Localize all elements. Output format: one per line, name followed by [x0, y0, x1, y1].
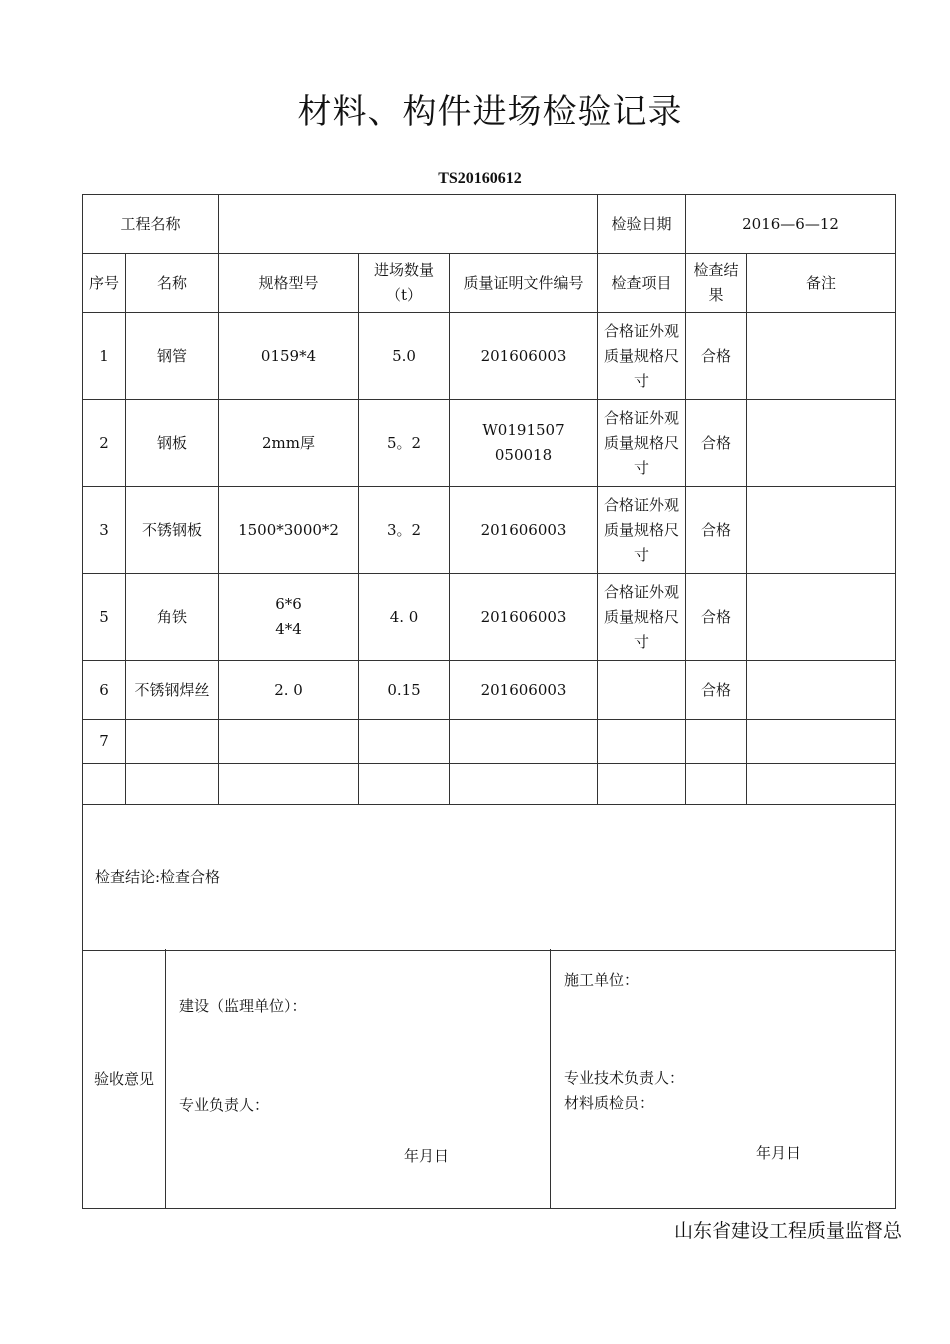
- cell-spec: 2mm厚: [219, 400, 359, 487]
- cell-remark: [747, 764, 896, 805]
- cell-spec: 1500*3000*2: [219, 487, 359, 574]
- cell-remark: [747, 487, 896, 574]
- cell-qty: [359, 764, 450, 805]
- cell-remark: [747, 574, 896, 661]
- cell-cert: [450, 720, 598, 764]
- inspection-conclusion: 检查结论:检查合格: [83, 805, 896, 951]
- contractor-date-label: 年月日: [756, 1144, 802, 1162]
- cell-item: [598, 661, 686, 720]
- project-name-label: 工程名称: [83, 195, 219, 254]
- cell-cert: 201606003: [450, 487, 598, 574]
- col-remark: 备注: [747, 254, 896, 313]
- cell-cert: 201606003: [450, 661, 598, 720]
- cell-name: 钢管: [126, 313, 219, 400]
- contractor-tech-label: 专业技术负责人：: [564, 1069, 685, 1087]
- owner-opinion-cell: [166, 949, 551, 1208]
- table-row: [83, 487, 896, 574]
- cell-spec: 2. 0: [219, 661, 359, 720]
- cell-remark: [747, 661, 896, 720]
- cell-name: [126, 720, 219, 764]
- table-row: [83, 661, 896, 720]
- table-row: [83, 720, 896, 764]
- cell-seq: 5: [83, 574, 126, 661]
- cell-cert: 201606003: [450, 313, 598, 400]
- cell-name: 不锈钢板: [126, 487, 219, 574]
- cell-remark: [747, 400, 896, 487]
- cell-qty: 5.0: [359, 313, 450, 400]
- document-code: TS20160612: [438, 170, 522, 187]
- cell-qty: 3。2: [359, 487, 450, 574]
- cell-item: [598, 764, 686, 805]
- page-title: 材料、构件进场检验记录: [297, 92, 683, 132]
- acceptance-section: [82, 949, 896, 1209]
- col-result: 检查结果: [686, 254, 747, 313]
- cell-seq: 3: [83, 487, 126, 574]
- header-row: [83, 195, 896, 254]
- cell-item: 合格证外观质量规格尺寸: [598, 487, 686, 574]
- col-cert: 质量证明文件编号: [450, 254, 598, 313]
- cell-cert: W0191507 050018: [450, 400, 598, 487]
- cell-result: 合格: [686, 574, 747, 661]
- cell-item: 合格证外观质量规格尺寸: [598, 400, 686, 487]
- contractor-unit-label: 施工单位：: [564, 971, 640, 989]
- table-row: [83, 400, 896, 487]
- owner-unit-label: 建设（监理单位）：: [179, 997, 307, 1015]
- cell-item: [598, 720, 686, 764]
- cell-qty: 4. 0: [359, 574, 450, 661]
- col-name: 名称: [126, 254, 219, 313]
- cell-qty: [359, 720, 450, 764]
- cell-remark: [747, 313, 896, 400]
- cell-spec: [219, 764, 359, 805]
- owner-person-label: 专业负责人：: [179, 1096, 270, 1114]
- cell-result: 合格: [686, 313, 747, 400]
- cell-name: 钢板: [126, 400, 219, 487]
- col-item: 检查项目: [598, 254, 686, 313]
- acceptance-label-cell: [83, 949, 166, 1208]
- contractor-inspector-label: 材料质检员：: [564, 1094, 655, 1112]
- col-spec: 规格型号: [219, 254, 359, 313]
- cell-remark: [747, 720, 896, 764]
- cell-qty: 5。2: [359, 400, 450, 487]
- col-qty: 进场数量（t）: [359, 254, 450, 313]
- cell-cert: 201606003: [450, 574, 598, 661]
- conclusion-row: [83, 805, 896, 951]
- cell-result: 合格: [686, 661, 747, 720]
- cell-name: [126, 764, 219, 805]
- cell-spec: 6*6 4*4: [219, 574, 359, 661]
- cell-result: 合格: [686, 400, 747, 487]
- contractor-opinion-cell: [551, 949, 895, 1208]
- cell-seq: 6: [83, 661, 126, 720]
- cell-result: [686, 764, 747, 805]
- cell-name: 角铁: [126, 574, 219, 661]
- cell-seq: 7: [83, 720, 126, 764]
- inspection-table: [82, 194, 896, 951]
- footer-issuer: 山东省建设工程质量监督总: [673, 1220, 902, 1242]
- owner-date-label: 年月日: [404, 1147, 450, 1165]
- cell-result: [686, 720, 747, 764]
- table-row: [83, 574, 896, 661]
- table-row: [83, 764, 896, 805]
- cell-name: 不锈钢焊丝: [126, 661, 219, 720]
- cell-spec: 0159*4: [219, 313, 359, 400]
- inspection-date-value: 2016—6—12: [686, 195, 896, 254]
- cell-seq: 1: [83, 313, 126, 400]
- column-header-row: [83, 254, 896, 313]
- col-seq: 序号: [83, 254, 126, 313]
- cell-item: 合格证外观质量规格尺寸: [598, 313, 686, 400]
- inspection-date-label: 检验日期: [598, 195, 686, 254]
- cell-item: 合格证外观质量规格尺寸: [598, 574, 686, 661]
- table-row: [83, 313, 896, 400]
- cell-seq: [83, 764, 126, 805]
- project-name-value: [219, 195, 598, 254]
- acceptance-label: 验收意见: [93, 1070, 154, 1088]
- cell-result: 合格: [686, 487, 747, 574]
- cell-spec: [219, 720, 359, 764]
- cell-seq: 2: [83, 400, 126, 487]
- cell-cert: [450, 764, 598, 805]
- cell-qty: 0.15: [359, 661, 450, 720]
